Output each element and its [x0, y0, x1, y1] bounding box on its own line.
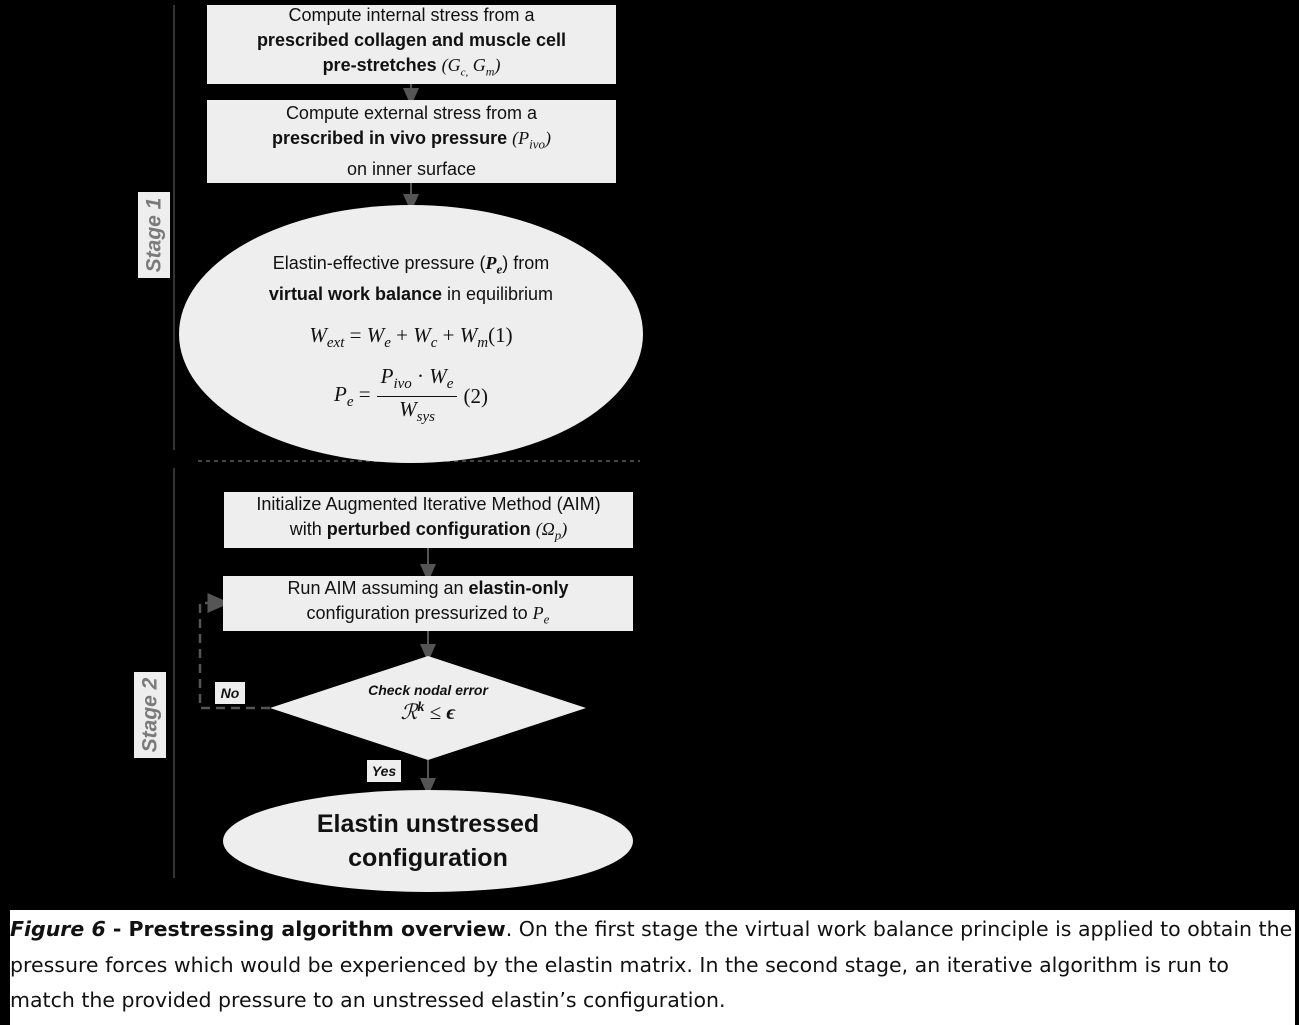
stage-2-label: Stage 2: [134, 672, 166, 758]
final-ellipse: Elastin unstressed configuration: [223, 790, 633, 892]
initialize-aim-box: Initialize Augmented Iterative Method (AIM) with perturbed configuration $(\Omega_p)$: [224, 492, 633, 548]
diamond-text: Check nodal error ℛ$^k$ ≤ ϵ: [368, 682, 488, 724]
no-label: No: [215, 682, 245, 704]
virtual-work-ellipse: Elastin-effective pressure $(P_e)$ from virtual work balance in equilibrium $W_{ext} = W_e + W_c + W_m(1)$ $P_e$ = $\frac{P_{ivo} \cdot W_e}{W_{sys}}$ (2): [179, 205, 643, 463]
figure-caption: Figure 6 - Prestressing algorithm overview. On the first stage the virtual work balance principle is applied to obtain the pressure forces which would be experienced by the elastin matrix. In the second stage, an iterative algorithm is run to match the provided pressure to an unstressed elastin’s configuration.: [10, 910, 1295, 1025]
run-aim-box: Run AIM assuming an elastin-only configuration pressurized to $P_e$: [223, 576, 633, 631]
external-stress-box: Compute external stress from a prescribed in vivo pressure $(P_{ivo})$ on inner surface: [207, 100, 616, 183]
equation-2: $P_e$ = $\frac{P_{ivo} \cdot W_e}{W_{sys}}$ (2): [334, 363, 488, 426]
equation-1: $W_{ext} = W_e + W_c + W_m(1)$: [309, 322, 513, 351]
internal-stress-box: Compute internal stress from a prescribed collagen and muscle cell pre-stretches ($G_{c,}$ $G_m$): [207, 5, 616, 84]
yes-label: Yes: [367, 760, 401, 782]
stage-1-label: Stage 1: [138, 192, 170, 278]
